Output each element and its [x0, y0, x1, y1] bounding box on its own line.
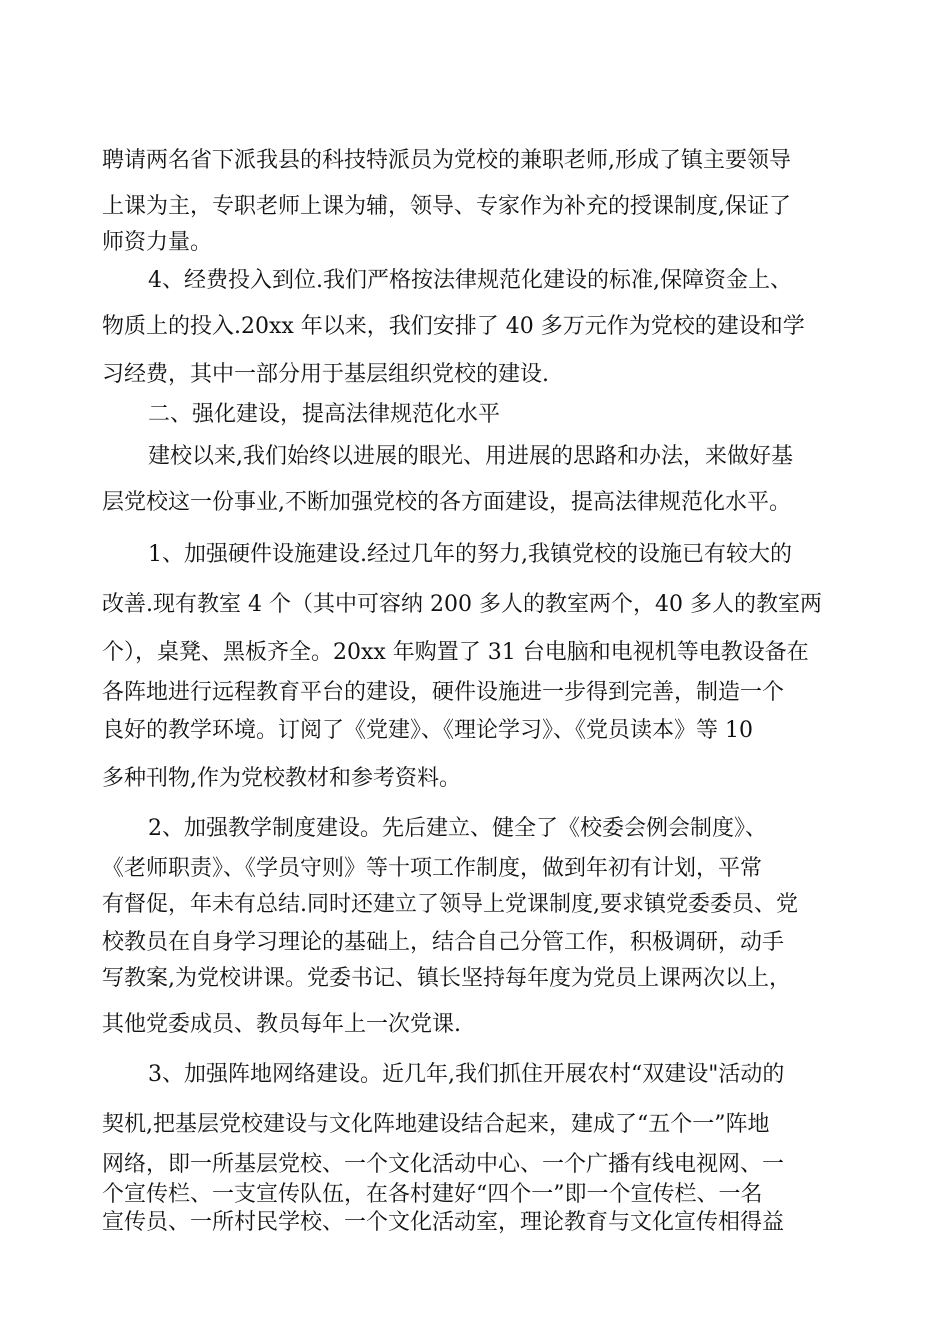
text-line: 各阵地进行远程教育平台的建设，硬件设施进一步得到完善，制造一个 — [102, 680, 785, 705]
text-line: 1、加强硬件设施建设.经过几年的努力,我镇党校的设施已有较大的 — [148, 542, 792, 567]
text-line: 聘请两名省下派我县的科技特派员为党校的兼职老师,形成了镇主要领导 — [102, 148, 791, 173]
text-line: 校教员在自身学习理论的基础上，结合自己分管工作，积极调研，动手 — [102, 930, 785, 955]
text-line: 建校以来,我们始终以进展的眼光、用进展的思路和办法，来做好基 — [148, 444, 793, 469]
text-line: 其他党委成员、教员每年上一次党课. — [102, 1012, 461, 1037]
text-line: 写教案,为党校讲课。党委书记、镇长坚持每年度为党员上课两次以上， — [102, 966, 791, 991]
text-line: 网络，即一所基层党校、一个文化活动中心、一个广播有线电视网、一 — [102, 1152, 785, 1177]
text-line: 个），桌凳、黑板齐全。20xx 年购置了 31 台电脑和电视机等电教设备在 — [102, 640, 809, 665]
text-line: 4、经费投入到位.我们严格按法律规范化建设的标准,保障资金上、 — [148, 268, 792, 293]
text-line: 多种刊物,作为党校教材和参考资料。 — [102, 766, 461, 791]
text-line: 2、加强教学制度建设。先后建立、健全了《校委会例会制度》、 — [148, 816, 767, 841]
text-line: 上课为主，专职老师上课为辅，领导、专家作为补充的授课制度,保证了 — [102, 194, 791, 219]
text-line: 物质上的投入.20xx 年以来，我们安排了 40 多万元作为党校的建设和学 — [102, 314, 805, 339]
text-line: 有督促，年未有总结.同时还建立了领导上党课制度,要求镇党委委员、党 — [102, 892, 798, 917]
text-line: 《老师职责》、《学员守则》等十项工作制度，做到年初有计划，平常 — [102, 856, 763, 881]
text-line: 3、加强阵地网络建设。近几年,我们抓住开展农村“双建设"活动的 — [148, 1062, 785, 1087]
text-line: 契机,把基层党校建设与文化阵地建设结合起来，建成了“五个一”阵地 — [102, 1112, 770, 1137]
text-line: 层党校这一份事业,不断加强党校的各方面建设，提高法律规范化水平。 — [102, 490, 791, 515]
text-line: 习经费，其中一部分用于基层组织党校的建设. — [102, 362, 549, 387]
text-line: 良好的教学环境。订阅了《党建》、《理论学习》、《党员读本》等 10 — [102, 718, 753, 743]
text-line: 宣传员、一所村民学校、一个文化活动室，理论教育与文化宣传相得益 — [102, 1210, 785, 1235]
section-heading: 二、强化建设，提高法律规范化水平 — [148, 402, 501, 427]
text-line: 个宣传栏、一支宣传队伍，在各村建好“四个一”即一个宣传栏、一名 — [102, 1182, 763, 1207]
text-line: 改善.现有教室 4 个（其中可容纳 200 多人的教室两个，40 多人的教室两 — [102, 592, 822, 617]
text-line: 师资力量。 — [102, 230, 213, 255]
